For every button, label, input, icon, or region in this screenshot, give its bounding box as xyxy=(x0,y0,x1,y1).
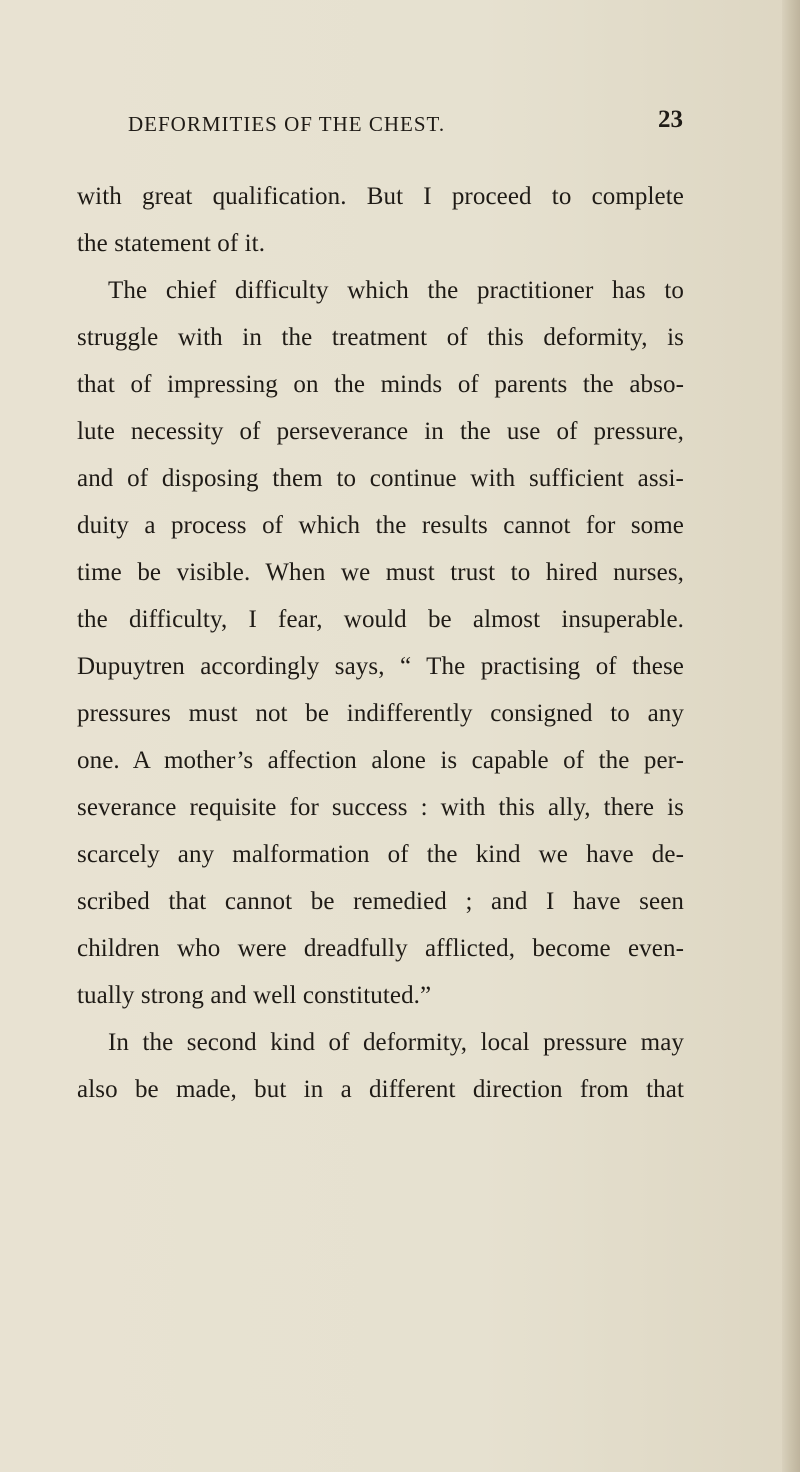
running-title: DEFORMITIES OF THE CHEST. xyxy=(128,112,446,136)
running-head xyxy=(128,106,683,152)
text-line: pressures must not be indifferently consigned to any xyxy=(77,700,684,727)
page-edge-shadow xyxy=(782,0,800,1472)
text-line: time be visible. When we must trust to hired nurses, xyxy=(77,559,684,586)
page-number: 23 xyxy=(658,106,683,133)
text-line: that of impressing on the minds of parents the abso- xyxy=(77,371,684,398)
text-line: scribed that cannot be remedied ; and I have seen xyxy=(77,888,684,915)
text-line: tually strong and well constituted.” xyxy=(77,982,432,1009)
text-line: duity a process of which the results cannot for some xyxy=(77,512,684,539)
text-line: with great qualification. But I proceed to complete xyxy=(77,183,684,210)
text-line: the statement of it. xyxy=(77,230,266,257)
text-line: children who were dreadfully afflicted, become even- xyxy=(77,935,684,962)
text-line: severance requisite for success : with this ally, there is xyxy=(77,794,684,821)
text-line: In the second kind of deformity, local pressure may xyxy=(108,1029,684,1056)
text-line: the difficulty, I fear, would be almost insuperable. xyxy=(77,606,684,633)
text-line: The chief difficulty which the practitioner has to xyxy=(108,277,684,304)
text-line: lute necessity of perseverance in the use of pressure, xyxy=(77,418,684,445)
text-line: one. A mother’s affection alone is capable of the per- xyxy=(77,747,684,774)
text-line: scarcely any malformation of the kind we have de- xyxy=(77,841,684,868)
body-text xyxy=(77,173,684,1113)
text-line: and of disposing them to continue with sufficient assi- xyxy=(77,465,684,492)
text-line: struggle with in the treatment of this deformity, is xyxy=(77,324,684,351)
text-line: also be made, but in a different direction from that xyxy=(77,1076,684,1103)
text-line: Dupuytren accordingly says, “ The practising of these xyxy=(77,653,684,680)
